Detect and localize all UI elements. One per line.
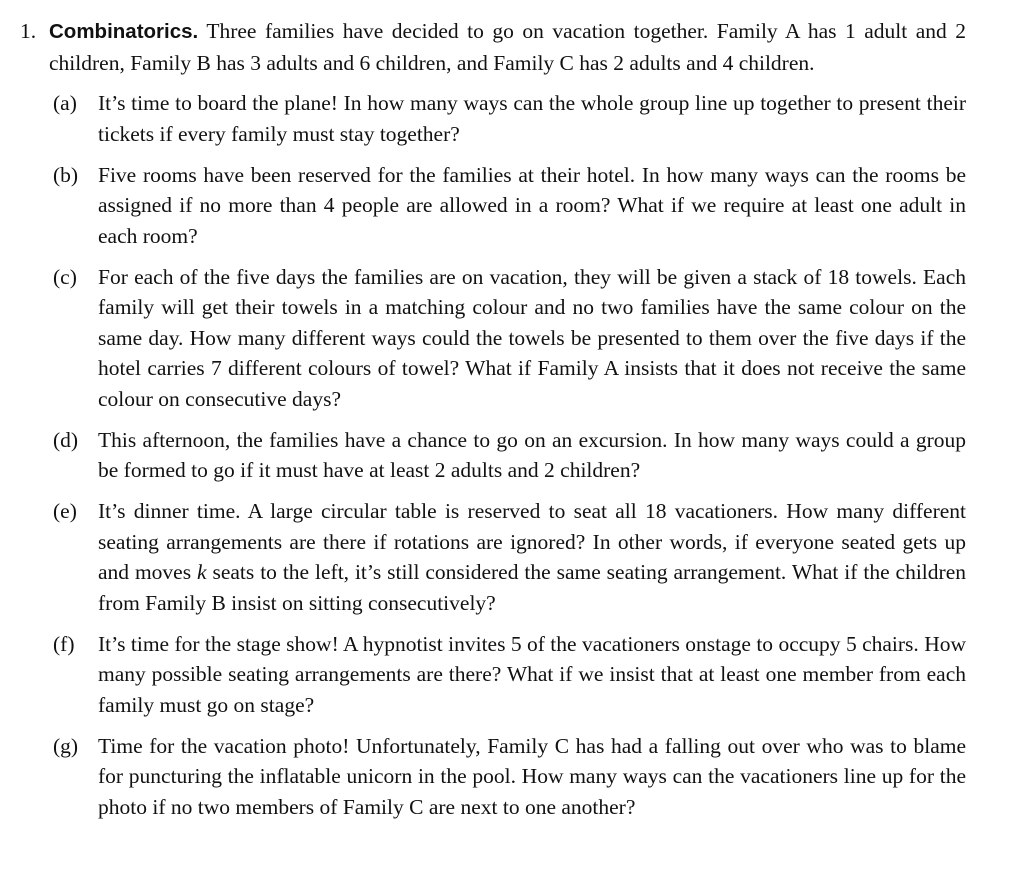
part-g [20,731,966,823]
part-f-text: It’s time for the stage show! A hypnotist invites 5 of the vacationers onstage to occupy 5 chairs. How many possible seating arrangements are there? What if we insist that at least one member from each family must go on stage? [98,631,966,717]
problem-topic: Combinatorics. [49,20,199,43]
part-e [20,496,966,618]
part-g-label: (g) [53,733,79,758]
part-e-text-start: It’s dinner time. A large circular table is reserved to seat all 18 vacationers. How many different seating arrangements are there if rotations are ignored? In other words, if everyone seated gets up and moves [98,499,966,585]
part-d-label: (d) [53,427,79,452]
problem-number: 1. [20,19,37,43]
part-e-text-end: seats to the left, it’s still considered the same seating arrangement. What if the children from Family B insist on sitting consecutively? [98,560,966,615]
part-e-label: (e) [53,499,77,524]
problem-intro [20,16,966,78]
part-f-label: (f) [53,631,75,656]
part-c [20,262,966,415]
part-a-text: It’s time to board the plane! In how many ways can the whole group line up together to present their tickets if every family must stay together? [98,91,966,146]
part-g-text: Time for the vacation photo! Unfortunately, Family C has had a falling out over who was to blame for puncturing the inflatable unicorn in the pool. How many ways can the vacationers line up for the photo if no two members of Family C are next to one another? [98,733,966,819]
part-c-label: (c) [53,264,77,289]
problem-intro-text: Three families have decided to go on vacation together. Family A has 1 adult and 2 children, Family B has 3 adults and 6 children, and Family C has 2 adults and 4 children. [49,19,966,75]
part-b-text: Five rooms have been reserved for the families at their hotel. In how many ways can the rooms be assigned if no more than 4 people are allowed in a room? What if we require at least one adult in each room? [98,162,966,248]
part-b-label: (b) [53,162,79,187]
part-a-label: (a) [53,91,77,116]
part-f [20,629,966,721]
part-d-text: This afternoon, the families have a chance to go on an excursion. In how many ways could a group be formed to go if it must have at least 2 adults and 2 children? [98,427,966,483]
part-c-text: For each of the five days the families are on vacation, they will be given a stack of 18 towels. Each family will get their towels in a matching colour and no two families have the same colour on the same day. How many different ways could the towels be presented to them over the five days if the hotel carries 7 different colours of towel? What if Family A insists that it does not receive the same colour on consecutive days? [98,264,966,411]
parts-list [20,88,966,822]
part-d [20,425,966,486]
part-a [20,88,966,149]
problem-1 [20,16,966,833]
part-b [20,160,966,252]
part-e-variable: k [197,560,207,585]
